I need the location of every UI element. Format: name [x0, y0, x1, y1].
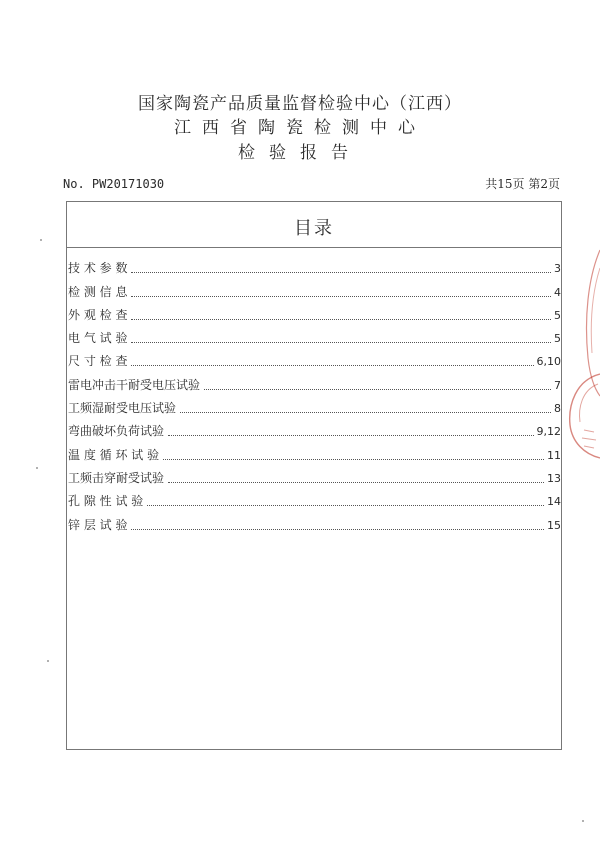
- scan-speck: [582, 820, 584, 822]
- header-title-line3: 检验报告: [238, 143, 362, 163]
- scan-speck: [36, 467, 38, 469]
- toc-item-label: 检 测 信 息: [68, 284, 128, 299]
- toc-item-label: 工频湿耐受电压试验: [68, 401, 177, 416]
- toc-item-label: 弯曲破坏负荷试验: [68, 424, 165, 439]
- page-count: 共15页 第2页: [485, 177, 560, 191]
- toc-item-leader-dots: [147, 504, 544, 506]
- toc-item-leader-dots: [131, 318, 551, 320]
- toc-item: [67, 369, 561, 392]
- toc-item-leader-dots: [168, 434, 533, 436]
- toc-item-page: 11: [547, 448, 561, 462]
- toc-item-leader-dots: [131, 341, 551, 343]
- scan-speck: [40, 239, 42, 241]
- toc-item-label: 外 观 检 查: [68, 307, 128, 322]
- toc-item-page: 6,10: [536, 355, 561, 369]
- toc-item: [67, 393, 561, 416]
- header-title-line1: 国家陶瓷产品质量监督检验中心（江西）: [138, 94, 462, 114]
- toc-item-leader-dots: [180, 411, 551, 413]
- toc-title-divider: [67, 247, 561, 248]
- toc-item-leader-dots: [131, 295, 551, 297]
- toc-item: [67, 346, 561, 369]
- toc-item-page: 5: [554, 308, 561, 322]
- toc-item: [67, 300, 561, 323]
- toc-item: [67, 439, 561, 462]
- toc-item-page: 4: [554, 285, 561, 299]
- toc-list: [67, 253, 561, 533]
- toc-item: [67, 463, 561, 486]
- toc-item-label: 技 术 参 数: [68, 261, 128, 276]
- toc-item: [67, 486, 561, 509]
- header-title-line2: 江西省陶瓷检测中心: [174, 118, 426, 138]
- toc-item-page: 5: [554, 332, 561, 346]
- toc-item-page: 15: [547, 518, 561, 532]
- toc-item: [67, 416, 561, 439]
- toc-item-leader-dots: [168, 481, 544, 483]
- toc-item-leader-dots: [204, 388, 551, 390]
- toc-item-leader-dots: [131, 271, 551, 273]
- toc-item-page: 3: [554, 262, 561, 276]
- toc-item: [67, 509, 561, 532]
- toc-item-leader-dots: [131, 364, 533, 366]
- toc-item-label: 工频击穿耐受试验: [68, 470, 165, 485]
- toc-item: [67, 276, 561, 299]
- toc-item-page: 7: [554, 378, 561, 392]
- scan-speck: [47, 660, 49, 662]
- toc-item-page: 9,12: [536, 425, 561, 439]
- toc-item-label: 尺 寸 检 查: [68, 354, 128, 369]
- toc-item-label: 温 度 循 环 试 验: [68, 447, 160, 462]
- seam-seal-stamp-fragment: [564, 370, 600, 460]
- toc-item-label: 雷电冲击干耐受电压试验: [68, 377, 201, 392]
- toc-box: [66, 201, 562, 750]
- toc-item-leader-dots: [163, 458, 544, 460]
- toc-item-leader-dots: [131, 528, 544, 530]
- toc-item-label: 孔 隙 性 试 验: [68, 494, 144, 509]
- toc-item-label: 锌 层 试 验: [68, 517, 128, 532]
- toc-item-page: 13: [547, 471, 561, 485]
- toc-item-page: 8: [554, 402, 561, 416]
- toc-item-label: 电 气 试 验: [68, 331, 128, 346]
- toc-item: [67, 323, 561, 346]
- toc-title: 目录: [294, 218, 334, 239]
- toc-item: [67, 253, 561, 276]
- toc-item-page: 14: [547, 495, 561, 509]
- report-number: No. PW20171030: [63, 177, 165, 191]
